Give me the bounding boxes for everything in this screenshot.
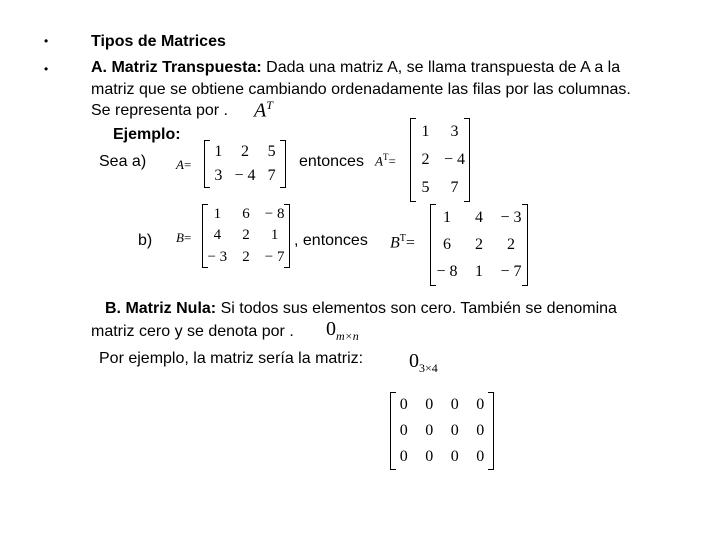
- section-a-heading: A. Matriz Transpuesta:: [91, 59, 262, 76]
- null-example-notation: [409, 350, 438, 376]
- null-example-base: 0: [409, 350, 419, 372]
- matrix-b-label: [176, 230, 191, 246]
- matrix-bt-sup: T: [399, 233, 406, 244]
- matrix-cell: 2: [242, 227, 250, 244]
- null-matrix: [390, 392, 494, 470]
- matrix-cell: 7: [267, 167, 276, 184]
- page-title: Tipos de Matrices: [91, 33, 226, 50]
- null-notation-base: 0: [326, 318, 336, 340]
- entonces-b: , entonces: [294, 232, 368, 249]
- matrix-bt-eq: =: [405, 234, 415, 252]
- matrix-cell: 1: [475, 263, 483, 281]
- matrix-cell: 0: [450, 448, 459, 465]
- matrix-cell: 1: [443, 208, 451, 226]
- matrix-cell: 4: [213, 227, 222, 244]
- matrix-cell: 2: [421, 151, 430, 168]
- matrix-cell: 2: [240, 143, 249, 160]
- matrix-cell: 0: [425, 422, 434, 439]
- matrix-at-sup: T: [382, 152, 389, 162]
- matrix-b-transpose: [430, 204, 528, 286]
- matrix-cell: 2: [475, 235, 483, 253]
- matrix-cell: − 3: [207, 248, 228, 265]
- matrix-cell: − 4: [443, 151, 466, 168]
- section-a-intro: Dada una matriz A, se llama transpuesta de A a la: [261, 59, 621, 76]
- matrix-cell: 4: [475, 208, 483, 226]
- matrix-a-eq: =: [183, 157, 192, 172]
- matrix-cell: 0: [425, 396, 434, 413]
- bullet-2: •: [44, 62, 49, 76]
- matrix-cell: 0: [476, 422, 485, 439]
- example-a-label: Sea a): [99, 153, 147, 170]
- matrix-cell: − 8: [436, 263, 458, 281]
- matrix-cell: 0: [476, 448, 485, 465]
- null-example-sub: 3×4: [419, 361, 438, 375]
- matrix-cell: 1: [421, 123, 430, 140]
- entonces-a: entonces: [299, 153, 364, 170]
- matrix-cell: − 8: [264, 206, 285, 223]
- section-b-line1: [105, 299, 617, 319]
- matrix-cell: − 7: [500, 263, 522, 281]
- section-a-line3: Se representa por .: [91, 102, 228, 119]
- matrix-cell: 0: [399, 396, 408, 413]
- matrix-cell: 0: [450, 422, 459, 439]
- section-a-line1: [91, 58, 620, 78]
- matrix-cell: 3: [450, 123, 459, 140]
- matrix-a-name: A: [176, 157, 184, 172]
- matrix-a-transpose: [410, 118, 470, 202]
- transpose-notation-sup: T: [266, 98, 273, 112]
- matrix-cell: − 3: [500, 208, 522, 226]
- matrix-bt-name: B: [390, 234, 400, 252]
- section-b-line2: matriz cero y se denota por .: [91, 323, 294, 340]
- matrix-cell: 0: [450, 396, 459, 413]
- section-a-line2: matriz que se obtiene cambiando ordenadamente las filas por las columnas.: [91, 81, 631, 98]
- matrix-b-eq: =: [183, 230, 192, 245]
- matrix-cell: 5: [421, 179, 430, 196]
- matrix-b-name: B: [176, 230, 184, 245]
- matrix-cell: 3: [214, 167, 223, 184]
- transpose-notation: [254, 98, 273, 123]
- null-notation-sub: m×n: [336, 329, 359, 343]
- matrix-cell: 2: [507, 235, 515, 253]
- matrix-bt-label: [390, 233, 415, 252]
- section-b-intro: Si todos sus elementos son cero. También se denomina: [216, 300, 617, 317]
- matrix-cell: 5: [267, 143, 276, 160]
- transpose-notation-base: A: [254, 99, 267, 122]
- matrix-a: [204, 140, 286, 188]
- matrix-cell: − 7: [264, 248, 285, 265]
- matrix-cell: − 4: [234, 167, 256, 184]
- section-b-line3: Por ejemplo, la matriz sería la matriz:: [99, 350, 364, 367]
- matrix-cell: 0: [425, 448, 434, 465]
- bullet-1: •: [44, 34, 49, 48]
- null-matrix-notation: [326, 318, 359, 344]
- matrix-cell: 6: [242, 206, 250, 223]
- example-label: Ejemplo:: [113, 126, 181, 143]
- matrix-at-eq: =: [388, 153, 396, 169]
- section-b-heading: B. Matriz Nula:: [105, 300, 217, 317]
- matrix-cell: 0: [399, 448, 408, 465]
- matrix-cell: 1: [270, 227, 279, 244]
- example-b-label: b): [138, 232, 153, 249]
- matrix-at-label: [375, 152, 396, 169]
- matrix-cell: 2: [242, 248, 250, 265]
- matrix-a-label: [176, 157, 191, 173]
- matrix-at-name: A: [375, 153, 383, 169]
- matrix-cell: 1: [213, 206, 222, 223]
- matrix-cell: 0: [399, 422, 408, 439]
- matrix-b: [202, 204, 290, 268]
- matrix-cell: 0: [476, 396, 485, 413]
- matrix-cell: 6: [443, 235, 451, 253]
- matrix-cell: 1: [214, 143, 223, 160]
- matrix-cell: 7: [450, 179, 459, 196]
